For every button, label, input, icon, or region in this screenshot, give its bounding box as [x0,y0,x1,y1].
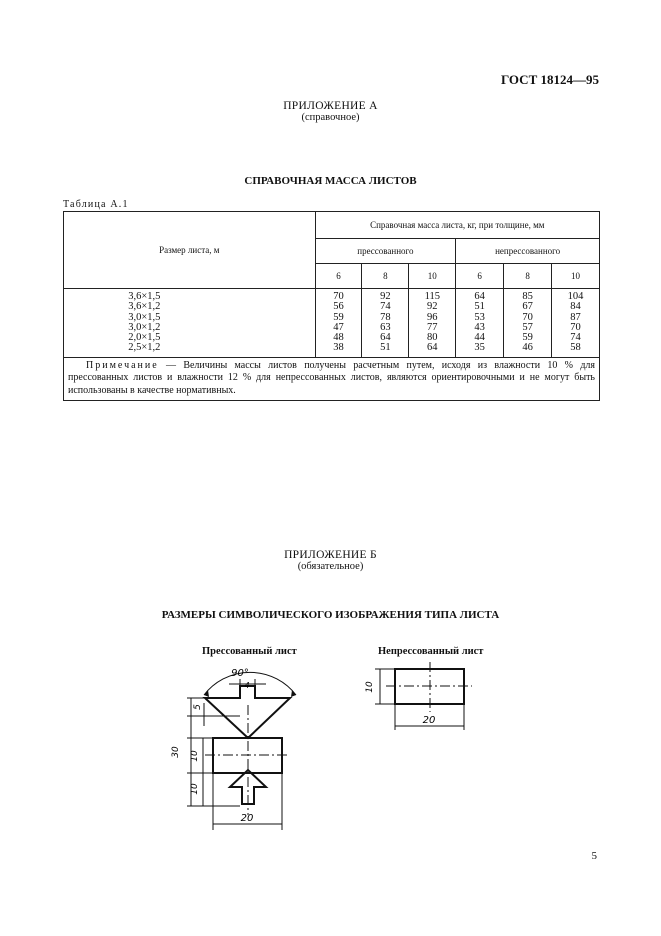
dim-arrow-height: 5 [193,704,203,710]
mass-cell: 67 [522,301,533,313]
mass-cell: 63 [380,321,391,333]
mass-cell: 115 [424,291,440,302]
page-number: 5 [591,850,597,862]
size-cell: 2,0×1,5 [128,332,161,344]
size-cell: 3,0×1,5 [128,311,161,323]
header-mass: Справочная масса листа, кг, при толщине, мм [315,212,599,239]
unpressed-sheet-drawing [360,660,480,740]
mass-cell: 92 [427,301,438,313]
dim-angle: 90° [231,668,249,679]
document-code: ГОСТ 18124—95 [500,72,599,87]
dim-height: 10 [365,681,375,693]
mass-column [504,289,552,358]
mass-column [409,289,456,358]
mass-cell: 70 [333,291,344,302]
pressed-sheet-drawing [160,655,310,835]
thickness-header: 8 [362,264,409,289]
pressed-figure-label: Прессованный лист [202,646,297,657]
appendix-b-title: ПРИЛОЖЕНИЕ Б [284,549,377,561]
table-label: Таблица А.1 [63,199,129,210]
mass-cell: 46 [522,342,533,354]
mass-cell: 56 [333,301,344,313]
note-text: — Величины массы листов получены расчетным путем, исходя из влажности 10 % для прессованных листов и влажности 12 % для непрессованных листов, являются ориентировочными и не могут быть использованы в качестве нормативных. [68,359,595,396]
mass-cell: 92 [380,291,391,302]
note-label: Примечание [86,359,159,371]
mass-cell: 85 [522,291,533,302]
header-pressed: прессованного [315,239,456,264]
unpressed-figure-label: Непрессованный лист [378,646,484,657]
thickness-header: 6 [456,264,504,289]
mass-cell: 44 [474,332,485,344]
thickness-header: 8 [504,264,552,289]
thickness-header: 10 [409,264,456,289]
mass-cell: 64 [474,291,485,302]
header-unpressed: непрессованного [456,239,600,264]
thickness-header: 10 [552,264,600,289]
mass-cell: 38 [333,342,344,354]
size-cell: 3,6×1,2 [128,301,161,313]
mass-table [63,211,600,401]
dim-width: 20 [422,715,436,726]
header-size: Размер листа, м [64,212,316,289]
dim-total-height: 30 [171,746,181,758]
appendix-b-heading: РАЗМЕРЫ СИМВОЛИЧЕСКОГО ИЗОБРАЖЕНИЯ ТИПА ЛИСТА [161,609,500,621]
mass-cell: 58 [570,342,581,354]
mass-cell: 64 [427,342,438,354]
mass-column [315,289,362,358]
mass-cell: 74 [570,332,581,344]
mass-cell: 96 [427,311,438,323]
mass-cell: 64 [380,332,391,344]
size-cell: 3,6×1,5 [128,291,161,302]
appendix-a-subtitle: (справочное) [301,112,360,123]
mass-column [362,289,409,358]
size-cell: 3,0×1,2 [128,321,161,333]
dim-body-height: 10 [190,750,200,762]
mass-cell: 35 [474,342,485,354]
mass-cell: 59 [333,311,344,323]
mass-cell: 84 [570,301,581,313]
dim-top-width: 4 [244,681,250,690]
mass-column [552,289,600,358]
mass-cell: 51 [474,301,485,313]
mass-cell: 78 [380,311,391,323]
mass-cell: 104 [567,291,584,302]
mass-cell: 48 [333,332,344,344]
appendix-b-subtitle: (обязательное) [297,561,364,572]
dim-width: 20 [240,813,254,824]
mass-cell: 57 [522,321,533,333]
table-note [64,357,600,401]
thickness-header: 6 [315,264,362,289]
mass-column [456,289,504,358]
mass-cell: 70 [522,311,533,323]
appendix-a-title: ПРИЛОЖЕНИЕ А [283,100,378,112]
mass-cell: 70 [570,321,581,333]
mass-cell: 80 [427,332,438,344]
size-cell: 2,5×1,2 [128,342,161,354]
mass-cell: 47 [333,321,344,333]
mass-cell: 59 [522,332,533,344]
appendix-a-heading: СПРАВОЧНАЯ МАССА ЛИСТОВ [244,175,417,187]
mass-cell: 87 [570,311,581,323]
mass-cell: 74 [380,301,391,313]
mass-cell: 43 [474,321,485,333]
mass-cell: 53 [474,311,485,323]
dim-bottom-height: 10 [190,783,200,795]
mass-cell: 51 [380,342,391,354]
mass-cell: 77 [427,321,438,333]
size-column [64,289,316,358]
